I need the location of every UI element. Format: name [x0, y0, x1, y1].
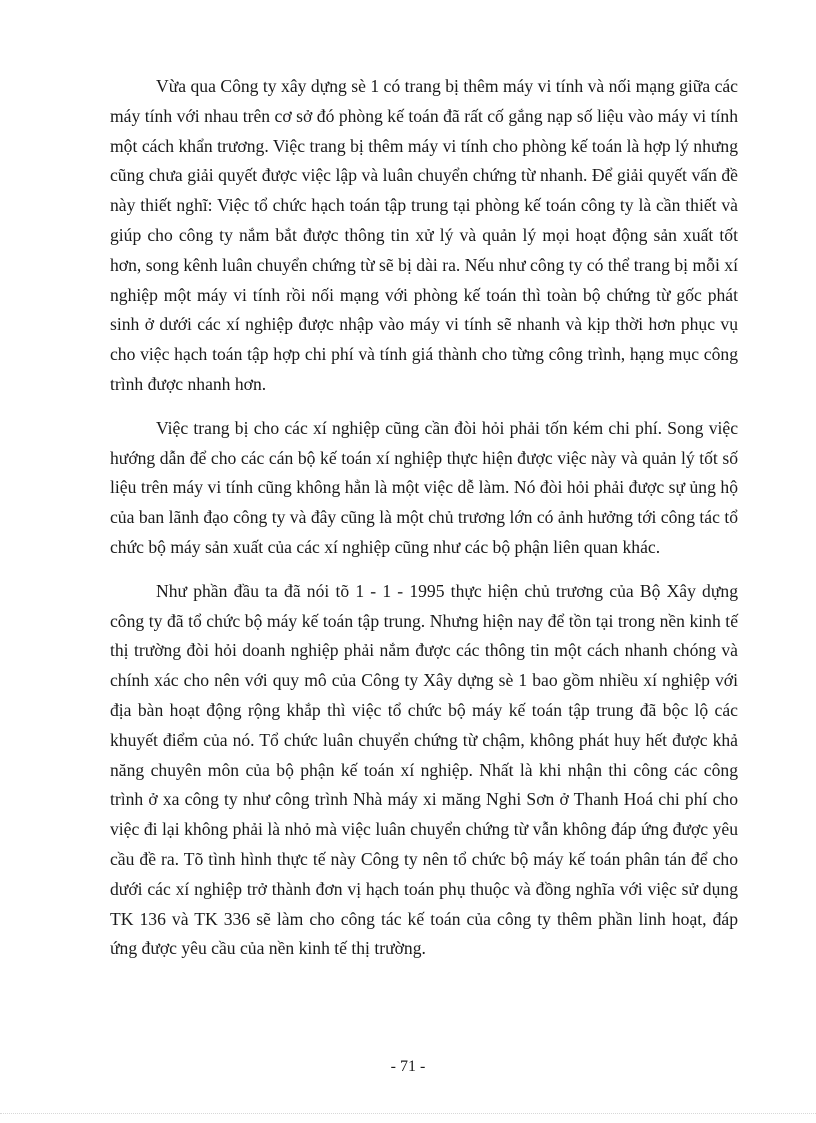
paragraph-2: Việc trang bị cho các xí nghiệp cũng cần đòi hỏi phải tốn kém chi phí. Song việc hướng dẫn để cho các cán bộ kế toán xí nghiệp thực hiện được việc này và quản lý tốt số liệu trên máy vi tính cũng không hẳn là một việc dễ làm. Nó đòi hỏi phải được sự ủng hộ của ban lãnh đạo công ty và đây cũng là một chủ trương lớn có ảnh hưởng tới công tác tổ chức bộ máy sản xuất của các xí nghiệp cũng như các bộ phận liên quan khác.	[110, 417, 738, 557]
paragraph-3: Như phần đầu ta đã nói tõ 1 - 1 - 1995 thực hiện chủ trương của Bộ Xây dựng công ty đã tổ chức bộ máy kế toán tập trung. Nhưng hiện nay để tồn tại trong nền kinh tế thị trường đòi hỏi doanh nghiệp phải nắm được các thông tin một cách nhanh chóng và chính xác cho nên với quy mô của Công ty Xây dựng sè 1 bao gồm nhiều xí nghiệp với địa bàn hoạt động rộng khắp thì việc tổ chức bộ máy kế toán tập trung đã bộc lộ các khuyết điểm của nó. Tổ chức luân chuyển chứng từ chậm, không phát huy hết được khả năng chuyên môn của bộ phận kế toán xí nghiệp. Nhất là khi nhận thi công các công trình ở xa công ty như công trình Nhà máy xi măng Nghi Sơn ở Thanh Hoá chi phí cho việc đi lại không phải là nhỏ mà việc luân chuyển chứng từ vẫn không đáp ứng được yêu cầu đề ra. Tõ tình hình thực tế này Công ty nên tổ chức bộ máy kế toán phân tán để cho dưới các xí nghiệp trở thành đơn vị hạch toán phụ thuộc và đồng nghĩa với việc sử dụng TK 136 và TK 336 sẽ làm cho công tác kế toán của công ty thêm phần linh hoạt, đáp ứng được yêu cầu của nền kinh tế thị trường.	[110, 580, 738, 959]
page-number: - 71 -	[390, 1058, 426, 1075]
footer-divider	[0, 1113, 816, 1114]
paragraph-1: Vừa qua Công ty xây dựng sè 1 có trang bị thêm máy vi tính và nối mạng giữa các máy tính với nhau trên cơ sở đó phòng kế toán đã rất cố gắng nạp số liệu vào máy vi tính một cách khẩn trương. Việc trang bị thêm máy vi tính cho phòng kế toán là hợp lý nhưng cũng chưa giải quyết được việc lập và luân chuyển chứng từ nhanh. Để giải quyết vấn đề này thiết nghĩ: Việc tổ chức hạch toán tập trung tại phòng kế toán công ty là cần thiết và giúp cho công ty nắm bắt được thông tin xử lý và quản lý mọi hoạt động sản xuất tốt hơn, song kênh luân chuyển chứng từ sẽ bị dài ra. Nếu như công ty có thể trang bị mỗi xí nghiệp một máy vi tính rồi nối mạng với phòng kế toán thì toàn bộ chứng từ gốc phát sinh ở dưới các xí nghiệp được nhập vào máy vi tính sẽ nhanh và kịp thời hơn phục vụ cho việc hạch toán tập hợp chi phí và tính giá thành cho từng công trình, hạng mục công trình được nhanh hơn.	[110, 76, 738, 394]
body-text	[110, 72, 738, 978]
